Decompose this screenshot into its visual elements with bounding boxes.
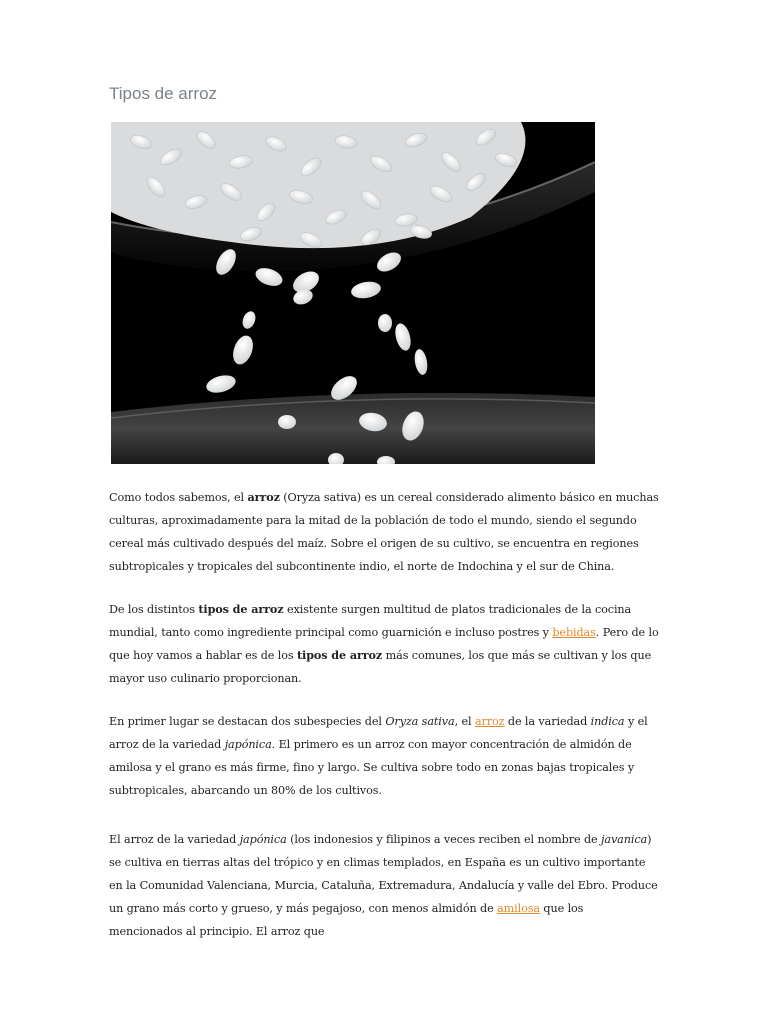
text: que los mencionados al principio. El arroz que <box>109 902 584 938</box>
text: más comunes, los que más se cultivan y los que mayor uso culinario proporcionan. <box>109 649 652 685</box>
italic-term: japónica <box>224 738 272 751</box>
text: ) se cultiva en tierras altas del trópico y en climas templados, en España es un cultivo importante en la Comunidad Valenciana, Murcia, Cataluña, Extremadura, Andalucía y valle del Ebro. Produce un grano más corto y grueso, y más pegajoso, con menos almidón de <box>109 833 658 915</box>
article-body <box>109 486 659 963</box>
text: , el <box>454 715 475 728</box>
text: y el arroz de la variedad <box>109 715 648 751</box>
text: En primer lugar se destacan dos subespecies del <box>109 715 386 728</box>
link-bebidas[interactable]: bebidas <box>552 626 596 639</box>
paragraph-2 <box>109 598 659 690</box>
bold-term: tipos de arroz <box>198 602 284 616</box>
italic-term: japónica <box>239 833 287 846</box>
text: existente surgen multitud de platos tradicionales de la cocina mundial, tanto como ingrediente principal como guarnición e incluso postres y <box>109 603 632 639</box>
paragraph-1 <box>109 486 659 578</box>
text: . Pero de lo que hoy vamos a hablar es de los <box>109 626 659 662</box>
text: . El primero es un arroz con mayor concentración de almidón de amilosa y el grano es más firme, fino y largo. Se cultiva sobre todo en zonas bajas tropicales y subtropicales, abarcando un 80% de los cultivos. <box>109 738 635 797</box>
text: El arroz de la variedad <box>109 833 240 846</box>
text: De los distintos <box>109 603 199 616</box>
text: Como todos sabemos, el <box>109 491 248 504</box>
paragraph-4 <box>109 828 659 943</box>
italic-term: Oryza sativa <box>385 715 455 728</box>
article-title: Tipos de arroz <box>109 84 218 103</box>
text: (Oryza sativa) es un cereal considerado alimento básico en muchas culturas, aproximadamente para la mitad de la población de todo el mundo, siendo el segundo cereal más cultivado después del maíz. Sobre el origen de su cultivo, se encuentra en regiones subtropicales y tropicales del subcontinente indio, el norte de Indochina y el sur de China. <box>109 491 659 573</box>
italic-term: indica <box>590 715 625 728</box>
italic-term: javanica <box>601 833 648 846</box>
rice-grains-photo <box>111 122 595 464</box>
bold-term: arroz <box>247 490 280 504</box>
text: (los indonesios y filipinos a veces reciben el nombre de <box>286 833 602 846</box>
text: de la variedad <box>504 715 591 728</box>
link-amilosa[interactable]: amilosa <box>497 902 540 915</box>
bold-term: tipos de arroz <box>296 648 383 662</box>
link-arroz[interactable]: arroz <box>474 715 505 728</box>
paragraph-3 <box>109 710 659 802</box>
rice-photo-illustration <box>111 122 595 464</box>
